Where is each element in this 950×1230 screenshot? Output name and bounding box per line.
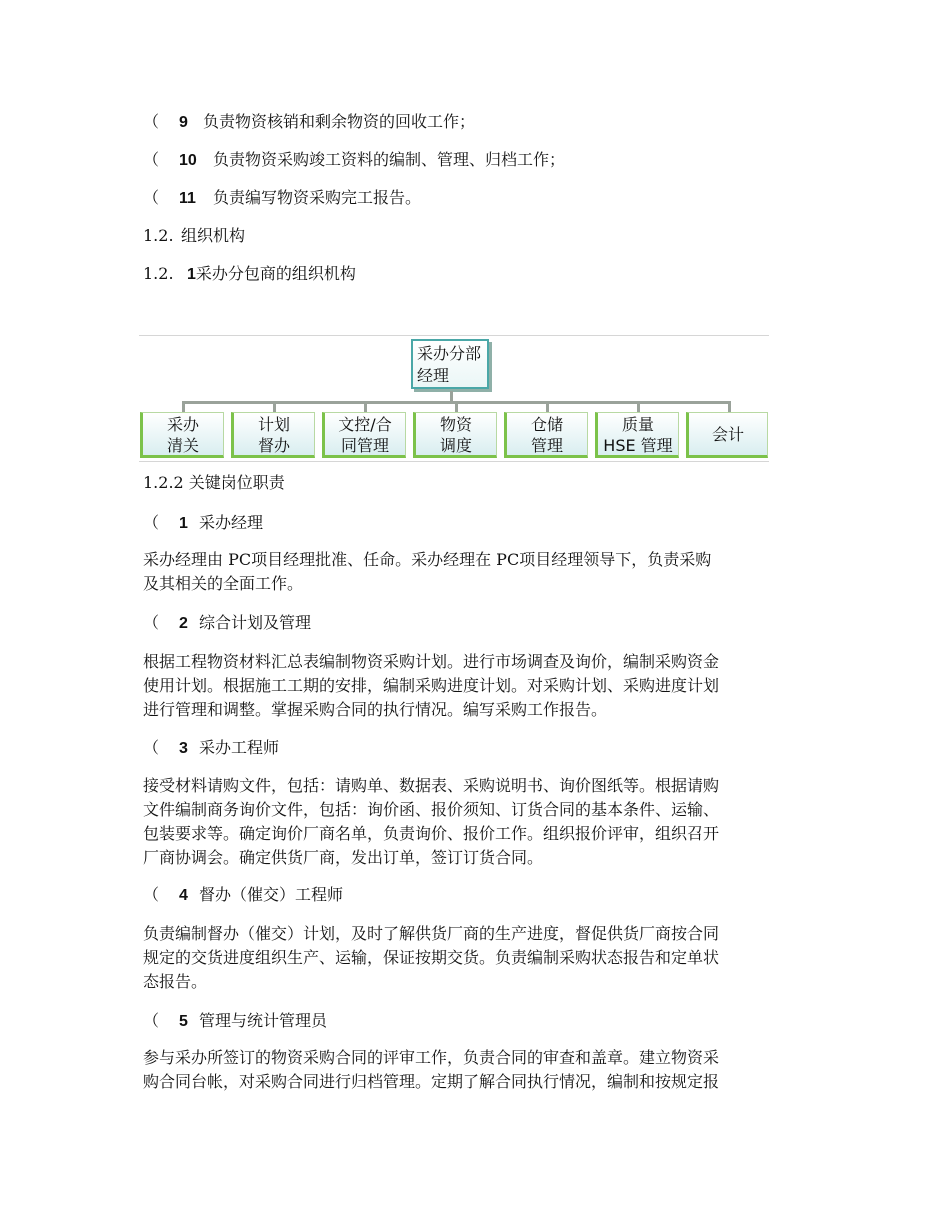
list-item: （ 11 负责编写物资采购完工报告。 <box>143 188 422 207</box>
org-node-accounting: 会计 <box>686 412 768 458</box>
connector-line <box>546 401 549 412</box>
role-heading: （ 5 管理与统计管理员 <box>143 1011 328 1030</box>
org-node-material-dispatch: 物资 调度 <box>413 412 497 458</box>
role-heading: （ 4 督办（催交）工程师 <box>143 885 344 904</box>
role-heading: （ 2 综合计划及管理 <box>143 613 312 632</box>
org-node-warehouse: 仓储 管理 <box>504 412 588 458</box>
org-node-document-control: 文控/合 同管理 <box>322 412 406 458</box>
org-chart <box>139 335 769 462</box>
list-item: （ 10 负责物资采购竣工资料的编制、管理、归档工作； <box>143 150 566 169</box>
list-item: （ 9 负责物资核销和剩余物资的回收工作； <box>143 112 476 131</box>
subsection-heading: 1.2.2 关键岗位职责 <box>143 473 285 492</box>
role-description: 根据工程物资材料汇总表编制物资采购计划。进行市场调查及询价，编制采购资金 使用计划。根据施工工期的安排，编制采购进度计划。对采购计划、采购进度计划 进行管理和调整。掌握采购合同的执行情况。编写采购工作报告。 <box>143 652 720 719</box>
role-heading: （ 1 采办经理 <box>143 513 264 532</box>
subsection-heading: 1.2. 1采办分包商的组织机构 <box>143 264 356 283</box>
org-root-node: 采办分部 经理 <box>411 339 489 389</box>
role-description: 负责编制督办（催交）计划，及时了解供货厂商的生产进度，督促供货厂商按合同 规定的交货进度组织生产、运输，保证按期交货。负责编制采购状态报告和定单状 态报告。 <box>143 924 720 991</box>
section-heading: 1.2. 组织机构 <box>143 226 246 245</box>
org-node-planning: 计划 督办 <box>231 412 315 458</box>
connector-line <box>364 401 367 412</box>
role-description: 接受材料请购文件，包括：请购单、数据表、采购说明书、询价图纸等。根据请购 文件编制商务询价文件，包括：询价函、报价须知、订货合同的基本条件、运输、 包装要求等。确定询价厂商名单，负责询价、报价工作。组织报价评审，组织召开 厂商协调会。确定供货厂商，发出订单，签订订货合同。 <box>143 776 720 867</box>
role-description: 采办经理由 PC项目经理批准、任命。采办经理在 PC项目经理领导下，负责采购 及其相关的全面工作。 <box>143 550 712 593</box>
role-heading: （ 3 采办工程师 <box>143 738 280 757</box>
connector-line <box>182 401 185 412</box>
org-node-quality-hse: 质量 HSE 管理 <box>595 412 679 458</box>
connector-line <box>455 401 458 412</box>
connector-line <box>637 401 640 412</box>
role-description: 参与采办所签订的物资采购合同的评审工作，负责合同的审查和盖章。建立物资采 购合同台帐，对采购合同进行归档管理。定期了解合同执行情况，编制和按规定报 <box>143 1048 720 1091</box>
connector-line <box>273 401 276 412</box>
org-node-procurement-clearance: 采办 清关 <box>140 412 224 458</box>
connector-line <box>728 401 731 412</box>
